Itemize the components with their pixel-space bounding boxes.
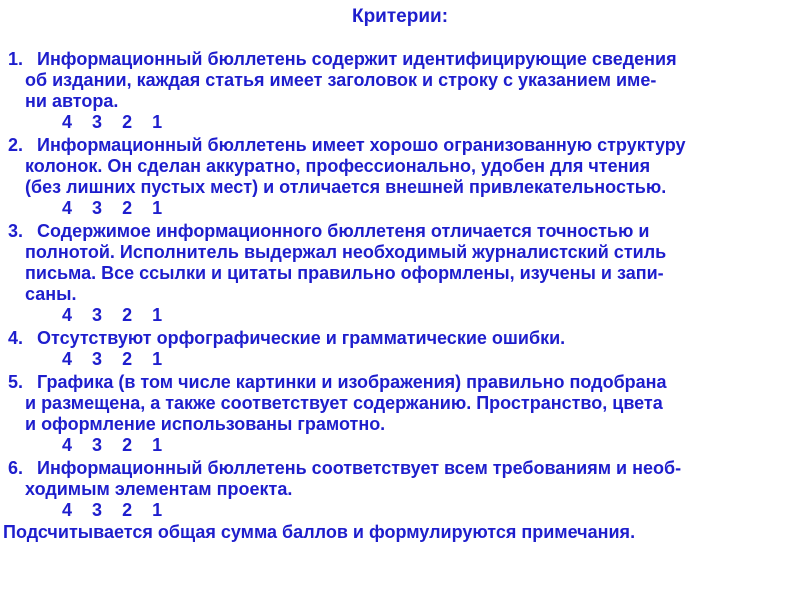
rating-scale (25, 305, 800, 326)
item-text-line: Графика (в том числе картинки и изображения) правильно подобрана (37, 372, 667, 392)
item-number: 3. (8, 221, 24, 241)
rating-value: 2 (122, 435, 133, 455)
rating-value: 1 (152, 198, 163, 218)
criterion-item-4 (0, 328, 800, 370)
item-text-line: ни автора. (25, 91, 119, 111)
item-text-line: Отсутствуют орфографические и грамматические ошибки. (37, 328, 566, 348)
rating-value: 4 (62, 305, 73, 325)
rating-value: 1 (152, 305, 163, 325)
item-number: 2. (8, 135, 24, 155)
rating-value: 4 (62, 112, 73, 132)
rating-scale (25, 198, 800, 219)
criterion-item-2 (0, 135, 800, 219)
rating-value: 1 (152, 435, 163, 455)
rating-value: 2 (122, 500, 133, 520)
criterion-item-3 (0, 221, 800, 326)
rating-scale (25, 349, 800, 370)
item-text-line: и оформление использованы грамотно. (25, 414, 386, 434)
item-text-line: письма. Все ссылки и цитаты правильно оформлены, изучены и запи- (25, 263, 664, 283)
rating-value: 2 (122, 198, 133, 218)
item-text-line: полнотой. Исполнитель выдержал необходимый журналистский стиль (25, 242, 667, 262)
rating-value: 4 (62, 349, 73, 369)
item-number: 1. (8, 49, 24, 69)
rating-value: 2 (122, 305, 133, 325)
item-text-line: (без лишних пустых мест) и отличается внешней привлекательностью. (25, 177, 667, 197)
rating-scale (25, 435, 800, 456)
rating-value: 3 (92, 198, 103, 218)
rating-value: 2 (122, 349, 133, 369)
item-number: 6. (8, 458, 24, 478)
rating-value: 3 (92, 112, 103, 132)
criteria-list (0, 49, 800, 521)
rating-value: 3 (92, 349, 103, 369)
rating-value: 4 (62, 435, 73, 455)
item-text-line: и размещена, а также соответствует содержанию. Пространство, цвета (25, 393, 663, 413)
rating-value: 1 (152, 112, 163, 132)
item-text-line: об издании, каждая статья имеет заголовок и строку с указанием име- (25, 70, 657, 90)
item-text-line: ходимым элементам проекта. (25, 479, 293, 499)
criterion-item-1 (0, 49, 800, 133)
item-number: 4. (8, 328, 24, 348)
criterion-item-5 (0, 372, 800, 456)
rating-value: 3 (92, 500, 103, 520)
rating-value: 3 (92, 305, 103, 325)
rating-value: 2 (122, 112, 133, 132)
footer-note: Подсчитывается общая сумма баллов и формулируются примечания. (3, 522, 636, 542)
item-text-line: Информационный бюллетень соответствует всем требованиям и необ- (37, 458, 682, 478)
item-text-line: Информационный бюллетень имеет хорошо огранизованную структуру (37, 135, 686, 155)
rating-scale (25, 112, 800, 133)
page-title: Критерии: (351, 6, 449, 27)
rating-value: 1 (152, 349, 163, 369)
rating-value: 3 (92, 435, 103, 455)
rating-value: 4 (62, 198, 73, 218)
criterion-item-6 (0, 458, 800, 521)
rating-value: 1 (152, 500, 163, 520)
rating-value: 4 (62, 500, 73, 520)
item-text-line: Содержимое информационного бюллетеня отличается точностью и (37, 221, 650, 241)
item-number: 5. (8, 372, 24, 392)
item-text-line: саны. (25, 284, 77, 304)
item-text-line: колонок. Он сделан аккуратно, профессионально, удобен для чтения (25, 156, 651, 176)
rating-scale (25, 500, 800, 521)
item-text-line: Информационный бюллетень содержит идентифицирующие сведения (37, 49, 677, 69)
